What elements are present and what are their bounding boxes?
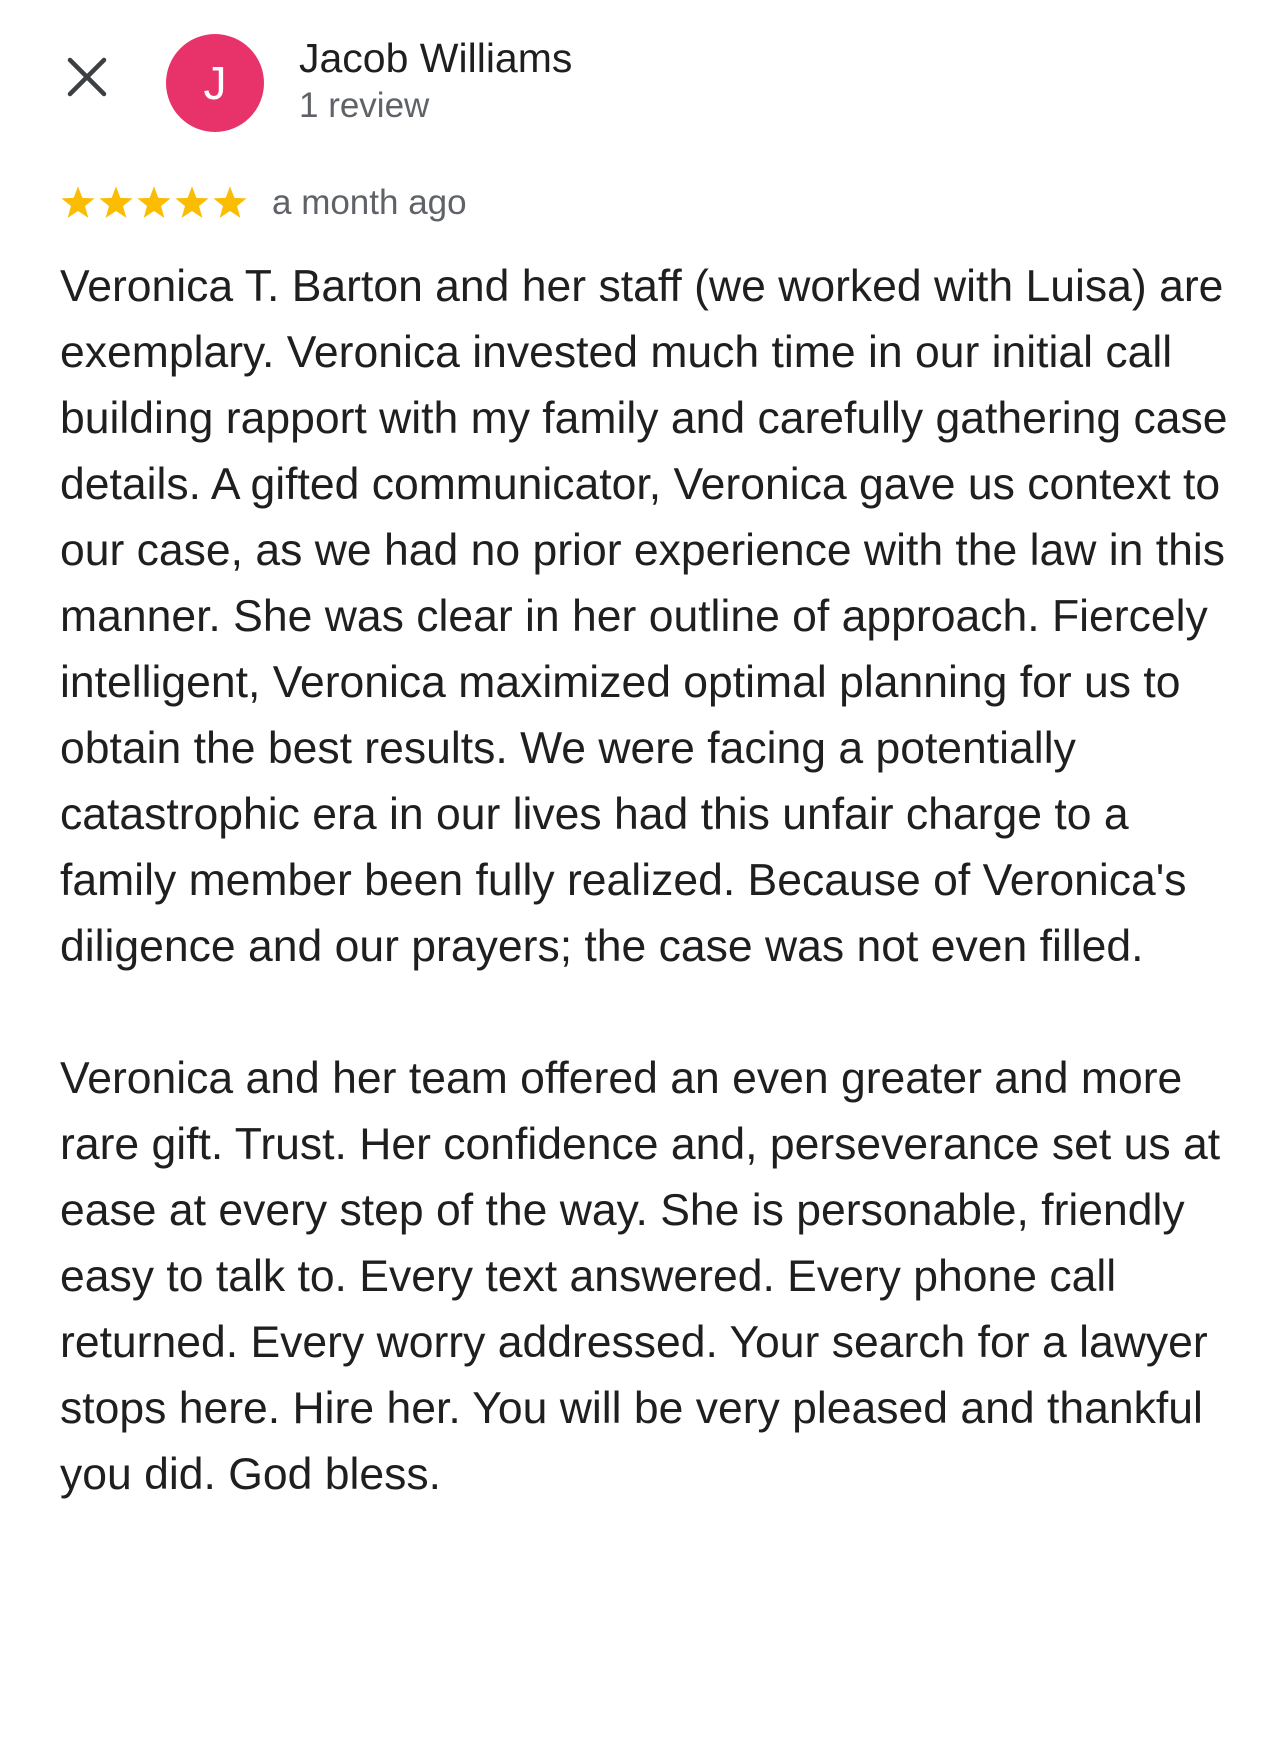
avatar[interactable]: J [166,34,264,132]
review-paragraph: Veronica and her team offered an even greater and more rare gift. Trust. Her confidence and, perseverance set us at ease at every step of the way. She is personable, friendly easy to talk to. Every text answered. Every phone call returned. Every worry addressed. Your search for a lawyer stops here. Hire her. You will be very pleased and thankful you did. God bless. [60,1054,1221,1499]
review-paragraph: Veronica T. Barton and her staff (we worked with Luisa) are exemplary. Veronica invested much time in our initial call building rapport with my family and carefully gathering case details. A gifted communicator, Veronica gave us context to our case, as we had no prior experience with the law in this manner. She was clear in her outline of approach. Fiercely intelligent, Veronica maximized optimal planning for us to obtain the best results. We were facing a potentially catastrophic era in our lives had this unfair charge to a family member been fully realized. Because of Veronica's diligence and our prayers; the case was not even filled. [60,262,1228,971]
review-header [0,0,1283,150]
star-icon [174,185,210,221]
close-icon [66,54,120,108]
close-button[interactable] [66,54,120,108]
star-icon [136,185,172,221]
review-date: a month ago [272,183,467,222]
rating-row [60,178,467,228]
review-text [60,254,1240,1508]
reviewer-name[interactable]: Jacob Williams [299,35,573,81]
review-count[interactable]: 1 review [299,86,430,125]
star-rating [60,185,248,221]
star-icon [98,185,134,221]
star-icon [60,185,96,221]
star-icon [212,185,248,221]
